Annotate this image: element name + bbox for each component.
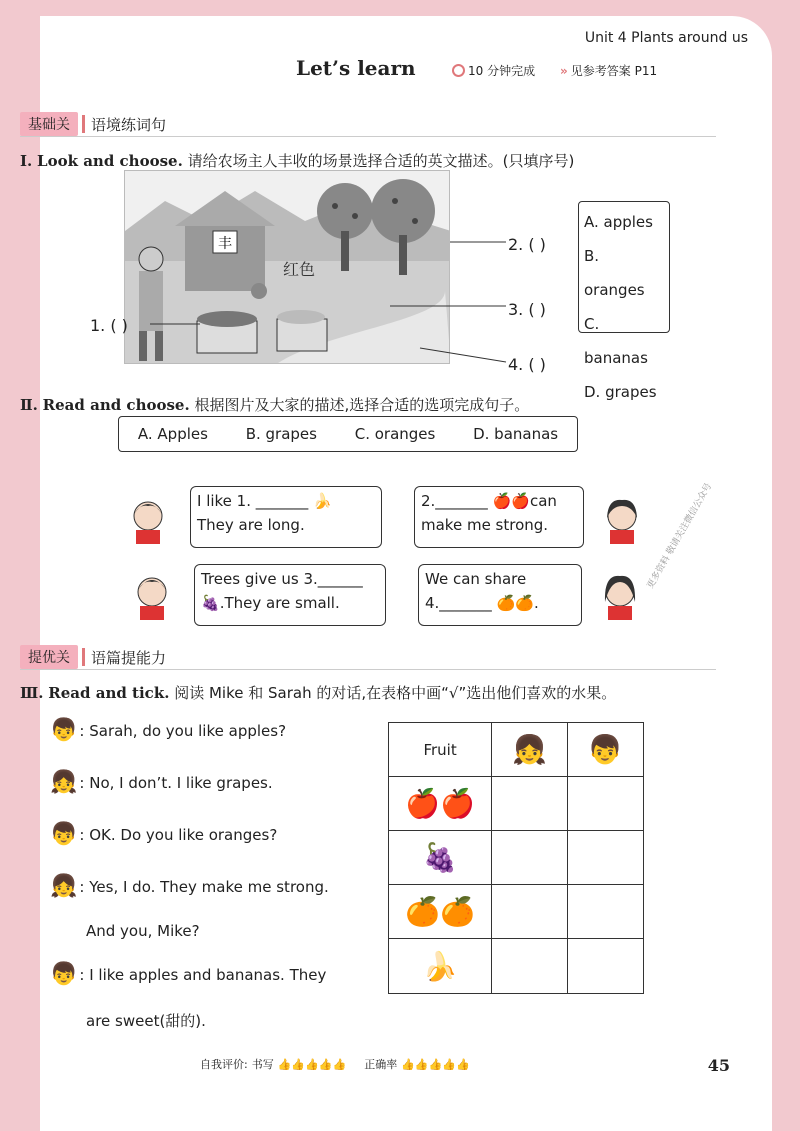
option-b: B. oranges — [584, 247, 645, 299]
time-hint: 10 分钟完成 — [452, 62, 535, 79]
dialogue-line-4: 👧 : Yes, I do. They make me strong. — [50, 874, 329, 899]
mike-column-icon: 👦 — [587, 733, 623, 766]
table-row — [389, 939, 643, 993]
apple-icon: 🍎🍎 — [492, 492, 530, 510]
boy-avatar-1 — [128, 496, 168, 544]
apple-icon: 🍎🍎 — [389, 777, 492, 830]
self-evaluation: 自我评价: 书写 👍👍👍👍👍 正确率 👍👍👍👍👍 — [200, 1057, 470, 1071]
tick-cell-mike-bananas[interactable] — [568, 939, 643, 993]
svg-text:红色: 红色 — [282, 260, 316, 279]
table-header-fruit: Fruit — [389, 723, 492, 776]
table-row — [389, 777, 643, 831]
clock-icon — [452, 64, 465, 77]
option-d: D. grapes — [584, 383, 657, 401]
dialogue-line-6: 👦 : I like apples and bananas. They — [50, 962, 327, 987]
q3-prompt: Ⅲ. Read and tick. 阅读 Mike 和 Sarah 的对话,在表格中画“√”选出他们喜欢的水果。 — [20, 684, 617, 702]
tick-cell-sarah-grapes[interactable] — [492, 831, 567, 884]
tick-cell-mike-oranges[interactable] — [568, 885, 643, 938]
table-row — [389, 831, 643, 885]
sarah-column-icon: 👧 — [492, 723, 567, 776]
chevron-icon: » — [560, 64, 568, 78]
banana-icon: 🍌 — [313, 492, 332, 510]
q2-bubble-4: We can share 4._______ 🍊🍊. — [418, 564, 582, 626]
tick-cell-mike-apples[interactable] — [568, 777, 643, 830]
q1-blank-4[interactable]: 4. ( ) — [508, 355, 546, 374]
mike-icon: 👦 — [50, 718, 78, 743]
lesson-title: Let’s learn — [296, 56, 416, 80]
tick-cell-mike-grapes[interactable] — [568, 831, 643, 884]
q2-bubble-1: I like 1. _______ 🍌 They are long. — [190, 486, 382, 548]
page-number: 45 — [707, 1056, 730, 1075]
q2-bubble-2: 2._______ 🍎🍎can make me strong. — [414, 486, 584, 548]
thumbs-up-icon[interactable]: 👍👍👍👍👍 — [401, 1057, 470, 1071]
mike-icon: 👦 — [50, 822, 78, 847]
q2-options: A. Apples B. grapes C. oranges D. bananas — [118, 416, 578, 452]
grapes-icon: 🍇 — [201, 594, 220, 612]
unit-title: Unit 4 Plants around us — [584, 30, 748, 46]
boy-avatar-2 — [132, 572, 172, 620]
dialogue-line-5: And you, Mike? — [86, 922, 200, 940]
sarah-icon: 👧 — [50, 874, 78, 899]
dialogue-line-7: are sweet(甜的). — [86, 1012, 206, 1030]
q1-blank-2[interactable]: 2. ( ) — [508, 235, 546, 254]
q1-blank-1[interactable]: 1. ( ) — [90, 316, 128, 335]
orange-icon: 🍊🍊 — [389, 885, 492, 938]
answer-ref: » 见参考答案 P11 — [560, 64, 658, 78]
table-header-row — [389, 723, 643, 777]
mike-icon: 👦 — [50, 962, 78, 987]
svg-text:丰: 丰 — [218, 236, 232, 252]
dialogue-line-3: 👦 : OK. Do you like oranges? — [50, 822, 278, 847]
option-a: A. apples — [584, 213, 653, 231]
section-basic: 基础关 语境练词句 — [20, 112, 166, 136]
q2-prompt: Ⅱ. Read and choose. 根据图片及大家的描述,选择合适的选项完成句子。 — [20, 396, 530, 414]
watermark: 更多资料 敬请关注微信公众号 — [645, 481, 715, 591]
grapes-icon: 🍇 — [389, 831, 492, 884]
tick-cell-sarah-oranges[interactable] — [492, 885, 567, 938]
tick-cell-sarah-apples[interactable] — [492, 777, 567, 830]
dialogue-line-2: 👧 : No, I don’t. I like grapes. — [50, 770, 273, 795]
q2-bubble-3: Trees give us 3.______ 🍇.They are small. — [194, 564, 386, 626]
dialogue-line-1: 👦 : Sarah, do you like apples? — [50, 718, 287, 743]
thumbs-up-icon[interactable]: 👍👍👍👍👍 — [277, 1057, 347, 1071]
girl-avatar-2 — [600, 572, 640, 620]
orange-icon: 🍊🍊 — [496, 594, 534, 612]
sarah-icon: 👧 — [50, 770, 78, 795]
section-advanced: 提优关 语篇提能力 — [20, 645, 166, 669]
q1-options — [578, 201, 670, 401]
tick-cell-sarah-bananas[interactable] — [492, 939, 567, 993]
girl-avatar-1 — [602, 496, 642, 544]
q1-blank-3[interactable]: 3. ( ) — [508, 300, 546, 319]
q1-leader-lines — [150, 230, 510, 370]
option-c: C. bananas — [584, 315, 648, 367]
fruit-table — [388, 722, 644, 994]
q1-prompt: Ⅰ. Look and choose. 请给农场主人丰收的场景选择合适的英文描述。(只填序号) — [20, 152, 575, 170]
banana-icon: 🍌 — [389, 939, 492, 993]
table-row — [389, 885, 643, 939]
